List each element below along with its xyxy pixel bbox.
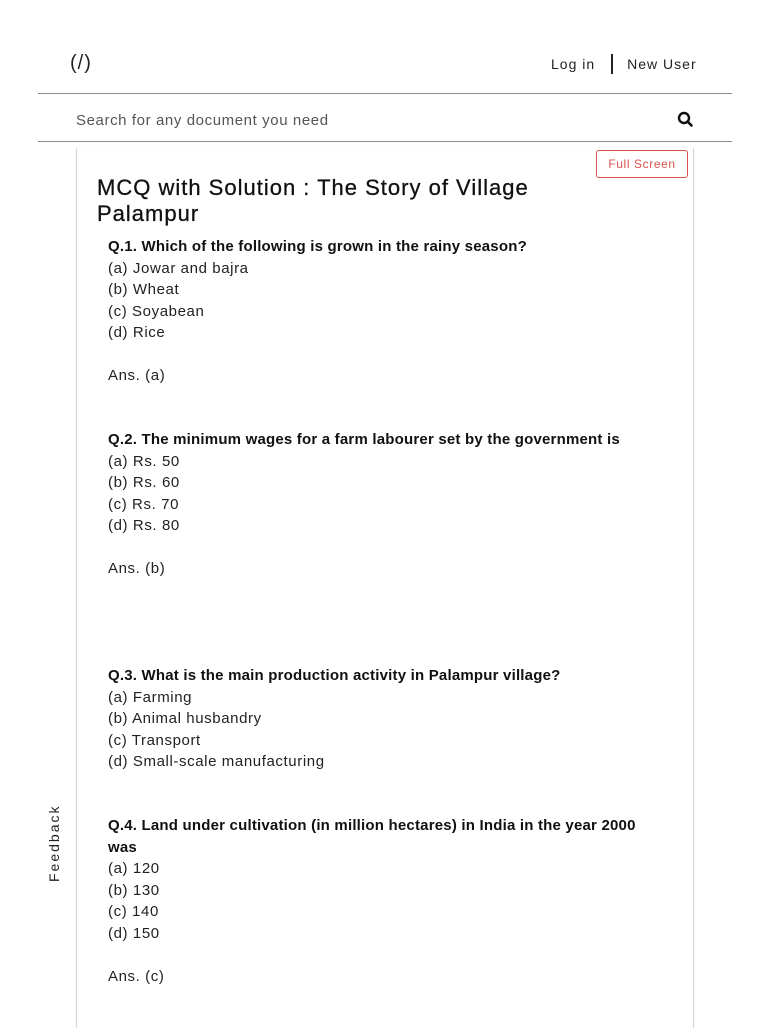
option-c: (c) Soyabean: [108, 302, 205, 320]
question-block: [108, 429, 668, 580]
site-logo[interactable]: (/): [70, 52, 92, 74]
question-block: [108, 236, 668, 387]
question-text: Q.1. Which of the following is grown in the rainy season?: [108, 238, 527, 255]
question-text: Q.4. Land under cultivation (in million hectares) in India in the year 2000 was: [108, 817, 636, 856]
option-b: (b) Wheat: [108, 281, 180, 298]
option-a: (a) Jowar and bajra: [108, 259, 249, 277]
option-b: (b) Rs. 60: [108, 474, 180, 491]
search-icon[interactable]: [676, 110, 696, 130]
option-c: (c) 140: [108, 903, 159, 920]
option-a: (a) Farming: [108, 688, 193, 706]
answer-text: Ans. (a): [108, 367, 166, 384]
auth-divider: [611, 54, 613, 74]
option-b: (b) Animal husbandry: [108, 710, 262, 727]
option-c: (c) Transport: [108, 731, 201, 749]
question-text: Q.3. What is the main production activity in Palampur village?: [108, 667, 561, 684]
search-divider: [38, 141, 732, 142]
login-link[interactable]: Log in: [551, 56, 596, 72]
option-a: (a) Rs. 50: [108, 452, 180, 470]
auth-links: [551, 54, 697, 74]
option-c: (c) Rs. 70: [108, 495, 180, 513]
option-d: (d) 150: [108, 924, 160, 942]
full-screen-button[interactable]: Full Screen: [596, 150, 688, 178]
option-d: (d) Small-scale manufacturing: [108, 753, 325, 770]
option-b: (b) 130: [108, 881, 160, 899]
question-block: [108, 815, 668, 987]
option-d: (d) Rice: [108, 324, 166, 341]
option-a: (a) 120: [108, 860, 160, 877]
header-divider: [38, 93, 732, 94]
answer-text: Ans. (c): [108, 967, 165, 985]
search-input[interactable]: [74, 106, 638, 134]
feedback-tab[interactable]: Feedback: [46, 804, 62, 882]
answer-text: Ans. (b): [108, 560, 166, 577]
question-block: [108, 665, 668, 773]
option-d: (d) Rs. 80: [108, 517, 180, 534]
document-title: MCQ with Solution : The Story of Village Palampur: [97, 175, 529, 226]
new-user-link[interactable]: New User: [627, 56, 697, 72]
question-text: Q.2. The minimum wages for a farm labourer set by the government is: [108, 431, 620, 448]
